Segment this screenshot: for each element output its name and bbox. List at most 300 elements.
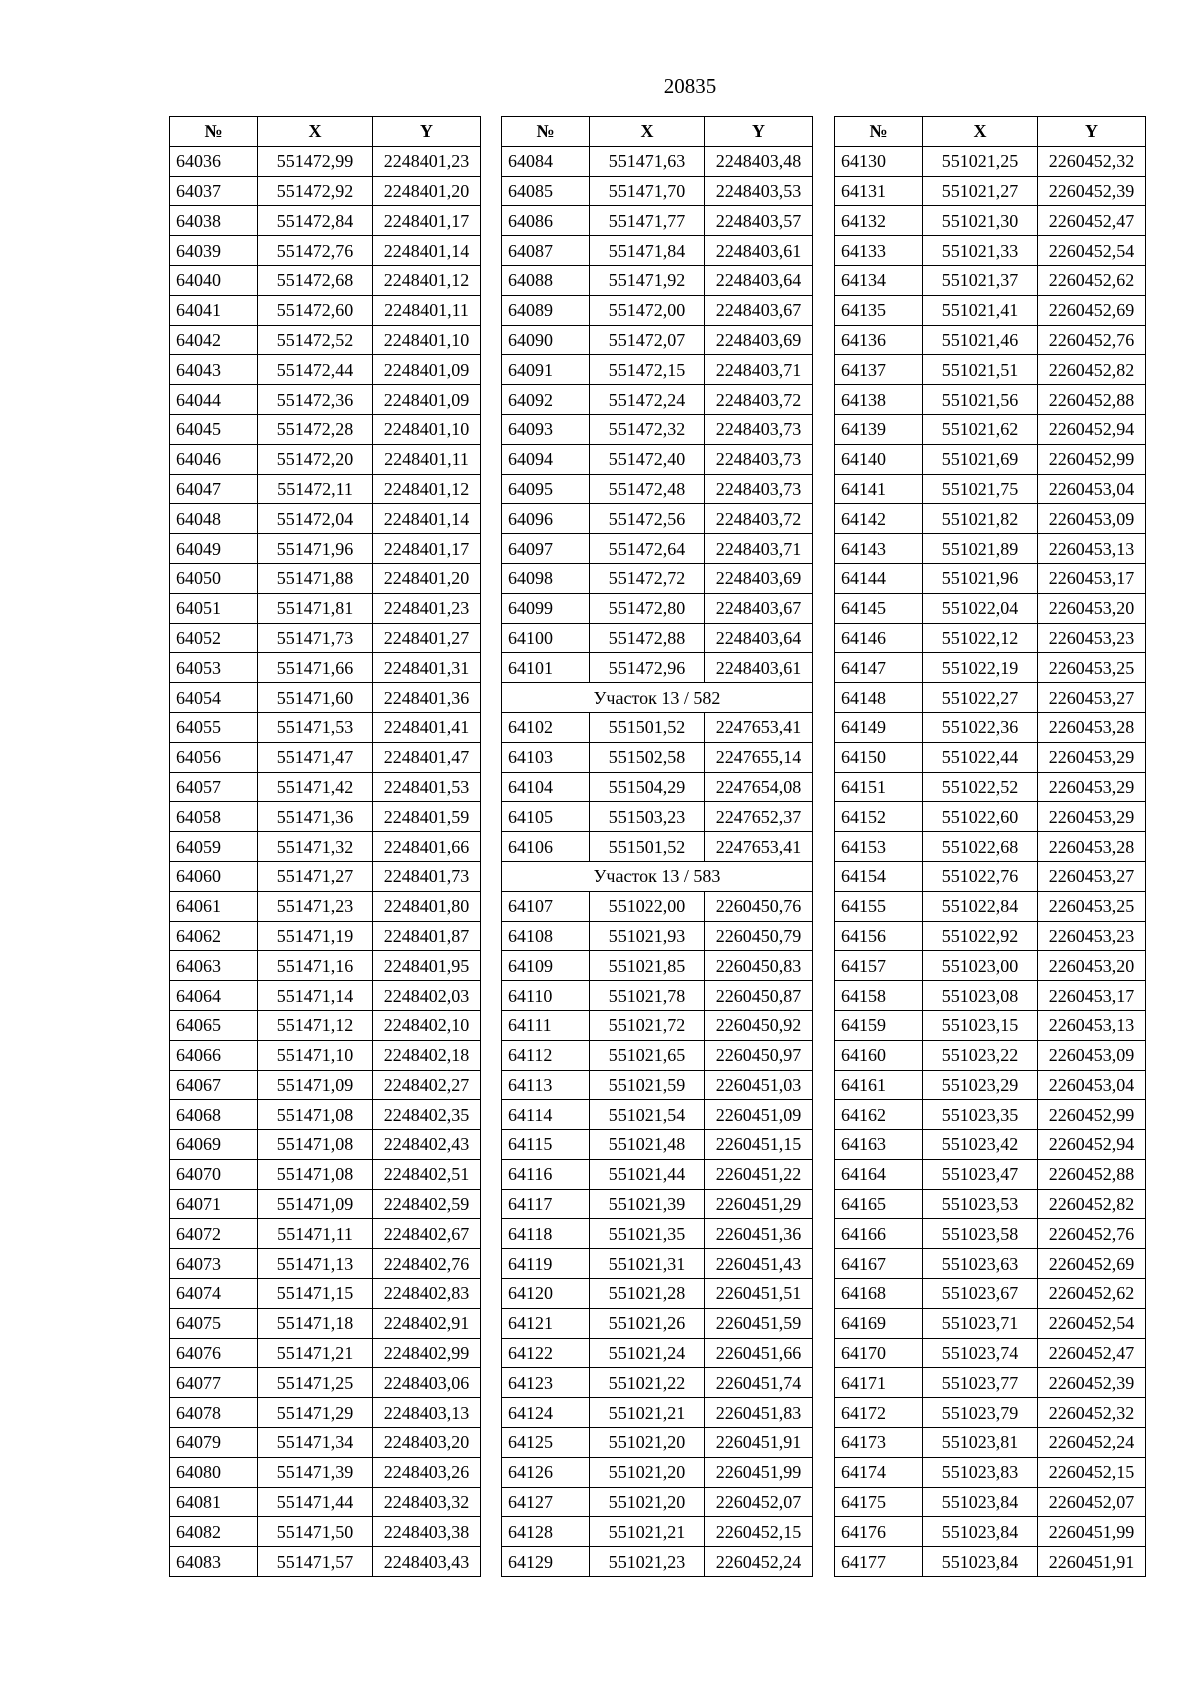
y-coordinate: 2260453,20 <box>1038 951 1146 981</box>
point-number: 64101 <box>502 653 590 683</box>
x-coordinate: 551471,44 <box>258 1487 373 1517</box>
x-coordinate: 551471,63 <box>590 146 705 176</box>
point-number: 64042 <box>170 325 258 355</box>
x-coordinate: 551021,69 <box>923 444 1038 474</box>
table-row <box>835 772 1146 802</box>
x-coordinate: 551021,35 <box>590 1219 705 1249</box>
y-coordinate: 2248401,53 <box>373 772 481 802</box>
table-row <box>170 146 481 176</box>
table-row <box>835 563 1146 593</box>
y-coordinate: 2248403,20 <box>373 1428 481 1458</box>
point-number: 64095 <box>502 474 590 504</box>
point-number: 64057 <box>170 772 258 802</box>
x-coordinate: 551021,39 <box>590 1189 705 1219</box>
y-coordinate: 2248403,53 <box>705 176 813 206</box>
y-coordinate: 2248403,71 <box>705 534 813 564</box>
table-row <box>502 325 813 355</box>
y-coordinate: 2260452,62 <box>1038 1279 1146 1309</box>
point-number: 64058 <box>170 802 258 832</box>
point-number: 64159 <box>835 1010 923 1040</box>
table-row <box>835 504 1146 534</box>
x-coordinate: 551471,92 <box>590 265 705 295</box>
point-number: 64169 <box>835 1308 923 1338</box>
x-coordinate: 551021,41 <box>923 295 1038 325</box>
x-coordinate: 551472,32 <box>590 414 705 444</box>
y-coordinate: 2260452,54 <box>1038 236 1146 266</box>
y-coordinate: 2248401,27 <box>373 623 481 653</box>
x-coordinate: 551022,76 <box>923 861 1038 891</box>
table-row <box>835 1249 1146 1279</box>
point-number: 64162 <box>835 1100 923 1130</box>
y-coordinate: 2248401,80 <box>373 891 481 921</box>
x-coordinate: 551023,08 <box>923 981 1038 1011</box>
y-coordinate: 2260450,76 <box>705 891 813 921</box>
table-row <box>835 1428 1146 1458</box>
x-coordinate: 551021,96 <box>923 563 1038 593</box>
point-number: 64157 <box>835 951 923 981</box>
y-coordinate: 2248403,71 <box>705 355 813 385</box>
x-coordinate: 551023,79 <box>923 1398 1038 1428</box>
point-number: 64152 <box>835 802 923 832</box>
x-coordinate: 551471,13 <box>258 1249 373 1279</box>
point-number: 64050 <box>170 563 258 593</box>
table-row <box>502 593 813 623</box>
x-coordinate: 551471,27 <box>258 861 373 891</box>
y-coordinate: 2260452,15 <box>705 1517 813 1547</box>
table-row <box>502 1189 813 1219</box>
y-coordinate: 2260453,27 <box>1038 861 1146 891</box>
point-number: 64129 <box>502 1547 590 1577</box>
y-coordinate: 2248401,73 <box>373 861 481 891</box>
y-coordinate: 2260453,29 <box>1038 802 1146 832</box>
table-row <box>502 444 813 474</box>
point-number: 64133 <box>835 236 923 266</box>
table-row <box>502 981 813 1011</box>
table-row <box>502 534 813 564</box>
y-coordinate: 2260450,87 <box>705 981 813 1011</box>
table-row <box>502 1100 813 1130</box>
table-row <box>170 1547 481 1577</box>
y-coordinate: 2260453,25 <box>1038 653 1146 683</box>
point-number: 64053 <box>170 653 258 683</box>
y-coordinate: 2260452,39 <box>1038 1368 1146 1398</box>
header-y: Y <box>705 117 813 147</box>
point-number: 64138 <box>835 385 923 415</box>
table-row <box>170 861 481 891</box>
table-row <box>835 1368 1146 1398</box>
x-coordinate: 551471,34 <box>258 1428 373 1458</box>
x-coordinate: 551471,47 <box>258 742 373 772</box>
x-coordinate: 551471,10 <box>258 1040 373 1070</box>
y-coordinate: 2248401,47 <box>373 742 481 772</box>
point-number: 64109 <box>502 951 590 981</box>
y-coordinate: 2248403,64 <box>705 265 813 295</box>
table-row <box>502 712 813 742</box>
table-row <box>835 921 1146 951</box>
point-number: 64116 <box>502 1159 590 1189</box>
x-coordinate: 551023,42 <box>923 1130 1038 1160</box>
table-row <box>502 385 813 415</box>
x-coordinate: 551022,00 <box>590 891 705 921</box>
point-number: 64092 <box>502 385 590 415</box>
point-number: 64085 <box>502 176 590 206</box>
x-coordinate: 551023,00 <box>923 951 1038 981</box>
table-row <box>835 206 1146 236</box>
table-row <box>502 146 813 176</box>
x-coordinate: 551471,32 <box>258 832 373 862</box>
x-coordinate: 551023,83 <box>923 1457 1038 1487</box>
x-coordinate: 551471,96 <box>258 534 373 564</box>
x-coordinate: 551021,21 <box>590 1398 705 1428</box>
point-number: 64048 <box>170 504 258 534</box>
table-row <box>502 1010 813 1040</box>
point-number: 64089 <box>502 295 590 325</box>
x-coordinate: 551471,14 <box>258 981 373 1011</box>
table-row <box>835 1487 1146 1517</box>
y-coordinate: 2260452,07 <box>705 1487 813 1517</box>
y-coordinate: 2248402,43 <box>373 1130 481 1160</box>
table-row <box>502 1219 813 1249</box>
table-row <box>835 1130 1146 1160</box>
x-coordinate: 551472,80 <box>590 593 705 623</box>
header-number: № <box>502 117 590 147</box>
point-number: 64174 <box>835 1457 923 1487</box>
table-row <box>170 683 481 713</box>
y-coordinate: 2260453,20 <box>1038 593 1146 623</box>
y-coordinate: 2260452,39 <box>1038 176 1146 206</box>
point-number: 64062 <box>170 921 258 951</box>
y-coordinate: 2248403,67 <box>705 295 813 325</box>
point-number: 64102 <box>502 712 590 742</box>
y-coordinate: 2248401,10 <box>373 414 481 444</box>
y-coordinate: 2248401,11 <box>373 444 481 474</box>
table-row <box>502 1517 813 1547</box>
table-row <box>170 1070 481 1100</box>
point-number: 64150 <box>835 742 923 772</box>
table-row <box>835 981 1146 1011</box>
table-row <box>835 861 1146 891</box>
table-row <box>835 265 1146 295</box>
y-coordinate: 2248402,27 <box>373 1070 481 1100</box>
point-number: 64051 <box>170 593 258 623</box>
point-number: 64123 <box>502 1368 590 1398</box>
y-coordinate: 2260453,17 <box>1038 563 1146 593</box>
table-row <box>170 981 481 1011</box>
point-number: 64117 <box>502 1189 590 1219</box>
y-coordinate: 2248403,73 <box>705 474 813 504</box>
x-coordinate: 551022,60 <box>923 802 1038 832</box>
x-coordinate: 551472,56 <box>590 504 705 534</box>
table-row <box>835 1547 1146 1577</box>
point-number: 64041 <box>170 295 258 325</box>
table-row <box>170 444 481 474</box>
x-coordinate: 551021,78 <box>590 981 705 1011</box>
table-row <box>835 146 1146 176</box>
table-row <box>502 1308 813 1338</box>
point-number: 64090 <box>502 325 590 355</box>
table-row <box>835 1517 1146 1547</box>
y-coordinate: 2260453,09 <box>1038 504 1146 534</box>
y-coordinate: 2247652,37 <box>705 802 813 832</box>
y-coordinate: 2260452,47 <box>1038 1338 1146 1368</box>
x-coordinate: 551471,08 <box>258 1130 373 1160</box>
table-row <box>835 1159 1146 1189</box>
table-row <box>502 414 813 444</box>
table-row <box>835 742 1146 772</box>
table-row <box>502 832 813 862</box>
point-number: 64172 <box>835 1398 923 1428</box>
y-coordinate: 2248401,20 <box>373 176 481 206</box>
point-number: 64149 <box>835 712 923 742</box>
table-row <box>170 176 481 206</box>
point-number: 64141 <box>835 474 923 504</box>
y-coordinate: 2260451,43 <box>705 1249 813 1279</box>
point-number: 64121 <box>502 1308 590 1338</box>
point-number: 64160 <box>835 1040 923 1070</box>
x-coordinate: 551023,58 <box>923 1219 1038 1249</box>
y-coordinate: 2260452,69 <box>1038 1249 1146 1279</box>
y-coordinate: 2260453,13 <box>1038 1010 1146 1040</box>
table-row <box>170 534 481 564</box>
table-row <box>502 236 813 266</box>
point-number: 64167 <box>835 1249 923 1279</box>
table-row <box>835 1100 1146 1130</box>
x-coordinate: 551021,65 <box>590 1040 705 1070</box>
point-number: 64044 <box>170 385 258 415</box>
x-coordinate: 551021,24 <box>590 1338 705 1368</box>
x-coordinate: 551471,08 <box>258 1159 373 1189</box>
table-row <box>502 1249 813 1279</box>
point-number: 64139 <box>835 414 923 444</box>
table-row <box>502 921 813 951</box>
table-row <box>502 653 813 683</box>
table-row <box>170 385 481 415</box>
y-coordinate: 2260452,07 <box>1038 1487 1146 1517</box>
point-number: 64037 <box>170 176 258 206</box>
y-coordinate: 2248402,51 <box>373 1159 481 1189</box>
point-number: 64046 <box>170 444 258 474</box>
point-number: 64075 <box>170 1308 258 1338</box>
x-coordinate: 551023,35 <box>923 1100 1038 1130</box>
x-coordinate: 551021,62 <box>923 414 1038 444</box>
y-coordinate: 2248401,17 <box>373 206 481 236</box>
y-coordinate: 2248401,95 <box>373 951 481 981</box>
x-coordinate: 551021,26 <box>590 1308 705 1338</box>
x-coordinate: 551471,18 <box>258 1308 373 1338</box>
x-coordinate: 551023,77 <box>923 1368 1038 1398</box>
table-row <box>502 1428 813 1458</box>
x-coordinate: 551021,93 <box>590 921 705 951</box>
y-coordinate: 2260452,94 <box>1038 414 1146 444</box>
x-coordinate: 551471,15 <box>258 1279 373 1309</box>
header-number: № <box>835 117 923 147</box>
point-number: 64045 <box>170 414 258 444</box>
x-coordinate: 551472,40 <box>590 444 705 474</box>
y-coordinate: 2260451,99 <box>1038 1517 1146 1547</box>
x-coordinate: 551471,09 <box>258 1070 373 1100</box>
x-coordinate: 551022,12 <box>923 623 1038 653</box>
table-row <box>835 355 1146 385</box>
table-row <box>170 265 481 295</box>
y-coordinate: 2248403,13 <box>373 1398 481 1428</box>
table-row <box>502 1487 813 1517</box>
point-number: 64142 <box>835 504 923 534</box>
table-row <box>170 1457 481 1487</box>
x-coordinate: 551472,15 <box>590 355 705 385</box>
x-coordinate: 551472,24 <box>590 385 705 415</box>
table-row <box>835 325 1146 355</box>
coordinates-table-1 <box>169 116 481 1577</box>
y-coordinate: 2260453,29 <box>1038 742 1146 772</box>
x-coordinate: 551504,29 <box>590 772 705 802</box>
x-coordinate: 551022,19 <box>923 653 1038 683</box>
x-coordinate: 551472,04 <box>258 504 373 534</box>
point-number: 64119 <box>502 1249 590 1279</box>
table-row <box>170 1249 481 1279</box>
table-row <box>170 593 481 623</box>
point-number: 64056 <box>170 742 258 772</box>
table-row <box>502 474 813 504</box>
x-coordinate: 551021,28 <box>590 1279 705 1309</box>
y-coordinate: 2260452,82 <box>1038 1189 1146 1219</box>
point-number: 64127 <box>502 1487 590 1517</box>
x-coordinate: 551022,04 <box>923 593 1038 623</box>
point-number: 64168 <box>835 1279 923 1309</box>
point-number: 64144 <box>835 563 923 593</box>
x-coordinate: 551471,21 <box>258 1338 373 1368</box>
x-coordinate: 551021,31 <box>590 1249 705 1279</box>
y-coordinate: 2248403,64 <box>705 623 813 653</box>
point-number: 64153 <box>835 832 923 862</box>
point-number: 64064 <box>170 981 258 1011</box>
x-coordinate: 551023,29 <box>923 1070 1038 1100</box>
point-number: 64106 <box>502 832 590 862</box>
y-coordinate: 2248402,59 <box>373 1189 481 1219</box>
y-coordinate: 2260452,54 <box>1038 1308 1146 1338</box>
x-coordinate: 551021,20 <box>590 1487 705 1517</box>
y-coordinate: 2260451,91 <box>705 1428 813 1458</box>
point-number: 64061 <box>170 891 258 921</box>
y-coordinate: 2260451,51 <box>705 1279 813 1309</box>
y-coordinate: 2260453,28 <box>1038 712 1146 742</box>
point-number: 64125 <box>502 1428 590 1458</box>
table-row <box>170 712 481 742</box>
table-row <box>170 355 481 385</box>
point-number: 64065 <box>170 1010 258 1040</box>
y-coordinate: 2260451,15 <box>705 1130 813 1160</box>
table-header-row <box>502 117 813 147</box>
x-coordinate: 551023,74 <box>923 1338 1038 1368</box>
y-coordinate: 2260451,99 <box>705 1457 813 1487</box>
point-number: 64135 <box>835 295 923 325</box>
point-number: 64093 <box>502 414 590 444</box>
point-number: 64073 <box>170 1249 258 1279</box>
y-coordinate: 2260450,97 <box>705 1040 813 1070</box>
x-coordinate: 551021,33 <box>923 236 1038 266</box>
coordinates-table-3 <box>834 116 1146 1577</box>
x-coordinate: 551472,76 <box>258 236 373 266</box>
x-coordinate: 551021,44 <box>590 1159 705 1189</box>
y-coordinate: 2248401,59 <box>373 802 481 832</box>
y-coordinate: 2260452,99 <box>1038 1100 1146 1130</box>
x-coordinate: 551471,36 <box>258 802 373 832</box>
x-coordinate: 551472,60 <box>258 295 373 325</box>
x-coordinate: 551471,53 <box>258 712 373 742</box>
point-number: 64083 <box>170 1547 258 1577</box>
point-number: 64070 <box>170 1159 258 1189</box>
y-coordinate: 2260451,09 <box>705 1100 813 1130</box>
table-row <box>835 1308 1146 1338</box>
point-number: 64094 <box>502 444 590 474</box>
x-coordinate: 551472,28 <box>258 414 373 444</box>
table-row <box>835 474 1146 504</box>
x-coordinate: 551471,19 <box>258 921 373 951</box>
x-coordinate: 551021,23 <box>590 1547 705 1577</box>
x-coordinate: 551021,51 <box>923 355 1038 385</box>
coordinates-table-2 <box>501 116 813 1577</box>
point-number: 64079 <box>170 1428 258 1458</box>
point-number: 64081 <box>170 1487 258 1517</box>
y-coordinate: 2248403,48 <box>705 146 813 176</box>
x-coordinate: 551021,20 <box>590 1428 705 1458</box>
y-coordinate: 2247654,08 <box>705 772 813 802</box>
x-coordinate: 551023,84 <box>923 1487 1038 1517</box>
x-coordinate: 551472,68 <box>258 265 373 295</box>
x-coordinate: 551471,29 <box>258 1398 373 1428</box>
x-coordinate: 551471,42 <box>258 772 373 802</box>
x-coordinate: 551471,73 <box>258 623 373 653</box>
table-row <box>170 236 481 266</box>
table-row <box>502 206 813 236</box>
x-coordinate: 551021,75 <box>923 474 1038 504</box>
point-number: 64077 <box>170 1368 258 1398</box>
point-number: 64147 <box>835 653 923 683</box>
y-coordinate: 2248402,35 <box>373 1100 481 1130</box>
x-coordinate: 551022,84 <box>923 891 1038 921</box>
y-coordinate: 2248402,03 <box>373 981 481 1011</box>
y-coordinate: 2248402,10 <box>373 1010 481 1040</box>
x-coordinate: 551501,52 <box>590 832 705 862</box>
table-row <box>170 1487 481 1517</box>
x-coordinate: 551023,67 <box>923 1279 1038 1309</box>
point-number: 64171 <box>835 1368 923 1398</box>
table-row <box>502 295 813 325</box>
x-coordinate: 551472,07 <box>590 325 705 355</box>
point-number: 64071 <box>170 1189 258 1219</box>
table-row <box>170 1010 481 1040</box>
point-number: 64131 <box>835 176 923 206</box>
table-row <box>502 891 813 921</box>
y-coordinate: 2260452,32 <box>1038 146 1146 176</box>
y-coordinate: 2260453,25 <box>1038 891 1146 921</box>
table-row <box>170 1040 481 1070</box>
x-coordinate: 551021,27 <box>923 176 1038 206</box>
point-number: 64084 <box>502 146 590 176</box>
table-row <box>835 951 1146 981</box>
table-row <box>170 951 481 981</box>
x-coordinate: 551022,52 <box>923 772 1038 802</box>
y-coordinate: 2260452,32 <box>1038 1398 1146 1428</box>
point-number: 64173 <box>835 1428 923 1458</box>
point-number: 64104 <box>502 772 590 802</box>
table-row <box>170 1100 481 1130</box>
table-row <box>502 176 813 206</box>
y-coordinate: 2248403,69 <box>705 325 813 355</box>
table-row <box>170 1189 481 1219</box>
point-number: 64080 <box>170 1457 258 1487</box>
table-row <box>835 176 1146 206</box>
x-coordinate: 551023,47 <box>923 1159 1038 1189</box>
